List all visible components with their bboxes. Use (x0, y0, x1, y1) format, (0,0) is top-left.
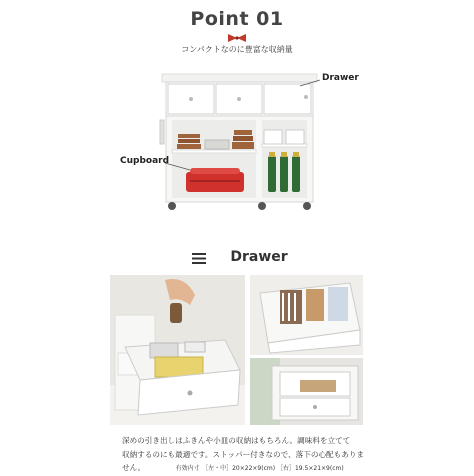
description-line-3 (122, 461, 462, 476)
subtitle: コンパクトなのに豊富な収納量 (181, 45, 293, 54)
drawer-stopper-photo (250, 358, 363, 425)
page-title: Point 01 (190, 8, 284, 30)
description (122, 434, 462, 476)
drawer-open-photo (110, 275, 245, 425)
description-line-1: 深めの引き出しはふきんや小皿の収納はもちろん。調味料を立てて (122, 436, 351, 445)
dimensions-value: ［左・中］20×22×9(cm) ［右］19.5×21×9(cm) (202, 465, 344, 472)
dimensions-label: 有効内寸 (175, 465, 200, 472)
description-line-2: 収納するのにも最適です。ストッパー付きなので、落下の心配もありま (122, 449, 365, 459)
cupboard-callout: Cupboard (120, 156, 170, 166)
drawer-utensils-photo (250, 275, 363, 355)
description-line-3-start: せん。 (122, 463, 146, 472)
section-title: Drawer (230, 249, 288, 265)
drawer-callout: Drawer (322, 73, 359, 83)
